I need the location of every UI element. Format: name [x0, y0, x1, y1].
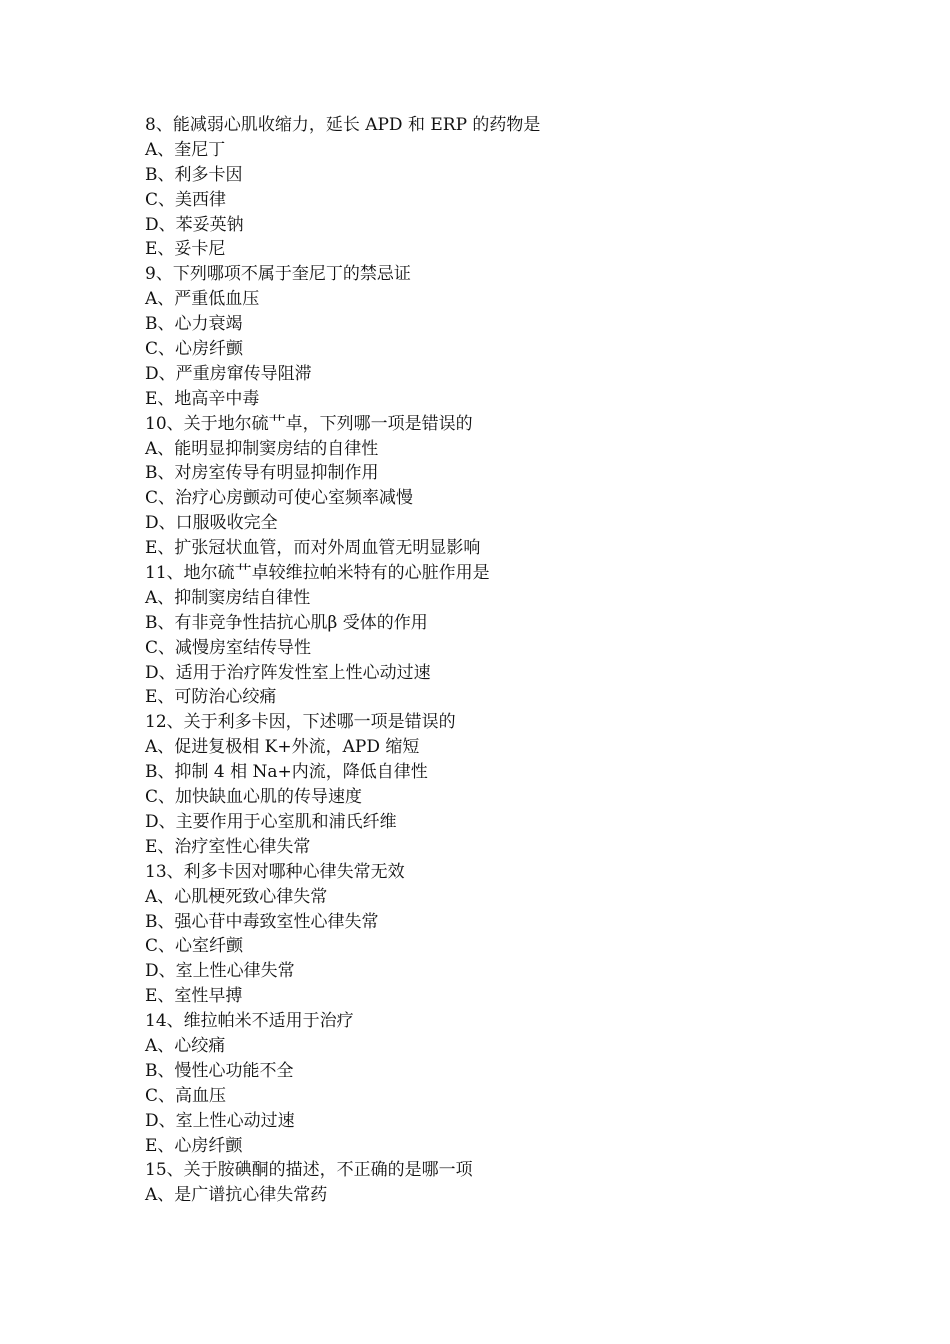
answer-option: C、心室纤颤: [145, 936, 244, 957]
answer-option: E、妥卡尼: [145, 239, 226, 260]
answer-option: D、适用于治疗阵发性室上性心动过速: [145, 662, 431, 683]
answer-option: A、促进复极相 K+外流，APD 缩短: [145, 737, 420, 758]
answer-option: C、减慢房室结传导性: [145, 637, 312, 658]
answer-option: D、室上性心律失常: [145, 961, 295, 982]
answer-option: D、主要作用于心室肌和浦氏纤维: [145, 811, 397, 832]
question-stem: 15、关于胺碘酮的描述，不正确的是哪一项: [145, 1160, 473, 1181]
answer-option: B、抑制 4 相 Na+内流，降低自律性: [145, 762, 428, 783]
answer-option: B、心力衰竭: [145, 314, 243, 335]
answer-option: B、强心苷中毒致室性心律失常: [145, 911, 379, 932]
answer-option: C、心房纤颤: [145, 339, 244, 360]
question-block: [145, 710, 905, 859]
question-stem: 14、维拉帕米不适用于治疗: [145, 1011, 354, 1032]
question-stem: 8、能减弱心肌收缩力，延长 APD 和 ERP 的药物是: [145, 115, 541, 135]
question-stem: 10、关于地尔硫艹卓，下列哪一项是错误的: [145, 413, 473, 434]
answer-option: A、是广谱抗心律失常药: [145, 1185, 328, 1206]
answer-option: C、高血压: [145, 1085, 227, 1106]
answer-option: D、口服吸收完全: [145, 513, 278, 534]
answer-option: B、利多卡因: [145, 164, 243, 185]
answer-option: E、扩张冠状血管，而对外周血管无明显影响: [145, 538, 481, 559]
answer-option: A、抑制窦房结自律性: [145, 587, 311, 608]
answer-option: C、加快缺血心肌的传导速度: [145, 787, 363, 808]
answer-option: A、心绞痛: [145, 1035, 226, 1056]
answer-option: E、室性早搏: [145, 986, 243, 1007]
answer-option: E、地高辛中毒: [145, 388, 260, 409]
answer-option: D、严重房窜传导阻滞: [145, 363, 312, 384]
question-block: [145, 860, 905, 1009]
question-stem: 11、地尔硫艹卓较维拉帕米特有的心脏作用是: [145, 563, 490, 584]
answer-option: A、严重低血压: [145, 289, 260, 310]
answer-option: A、心肌梗死致心律失常: [145, 886, 328, 907]
question-block: [145, 113, 905, 262]
answer-option: E、心房纤颤: [145, 1135, 243, 1156]
answer-option: D、室上性心动过速: [145, 1110, 295, 1131]
answer-option: B、有非竞争性拮抗心肌β 受体的作用: [145, 612, 428, 633]
answer-option: A、奎尼丁: [145, 139, 226, 160]
answer-option: C、美西律: [145, 189, 227, 210]
question-block: [145, 262, 905, 411]
question-block: [145, 1158, 905, 1208]
answer-option: E、治疗室性心律失常: [145, 836, 311, 857]
answer-option: B、对房室传导有明显抑制作用: [145, 463, 379, 484]
answer-option: C、治疗心房颤动可使心室频率减慢: [145, 488, 414, 509]
question-stem: 13、利多卡因对哪种心律失常无效: [145, 861, 405, 882]
question-block: [145, 1009, 905, 1158]
answer-option: D、苯妥英钠: [145, 214, 244, 235]
question-stem: 12、关于利多卡因，下述哪一项是错误的: [145, 712, 456, 733]
answer-option: B、慢性心功能不全: [145, 1060, 294, 1081]
question-block: [145, 412, 905, 561]
question-block: [145, 561, 905, 710]
question-stem: 9、下列哪项不属于奎尼丁的禁忌证: [145, 264, 411, 285]
document-page: [145, 113, 905, 1208]
answer-option: A、能明显抑制窦房结的自律性: [145, 438, 379, 459]
answer-option: E、可防治心绞痛: [145, 687, 277, 708]
